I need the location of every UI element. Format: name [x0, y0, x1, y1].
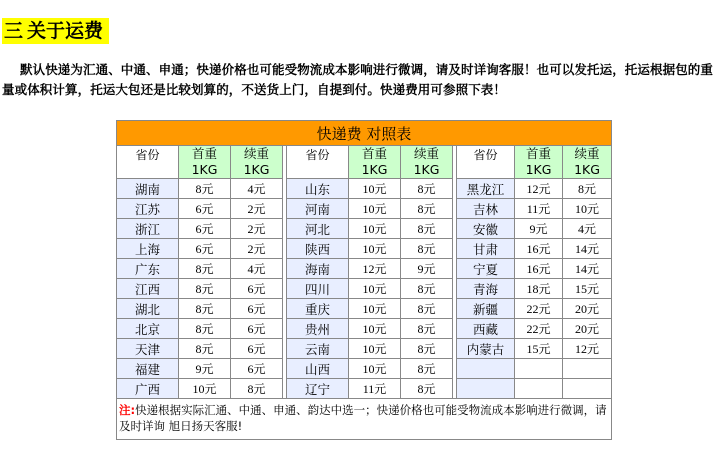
- province-cell: 山西: [287, 359, 349, 379]
- header-first-weight: [515, 146, 563, 179]
- empty-cell: [515, 359, 563, 379]
- first-weight-cell: 6元: [179, 239, 231, 259]
- province-cell: 辽宁: [287, 379, 349, 399]
- extra-weight-cell: 20元: [563, 299, 612, 319]
- first-weight-cell: 10元: [349, 279, 401, 299]
- first-weight-cell: 9元: [515, 219, 563, 239]
- header-first-weight: [349, 146, 401, 179]
- province-cell: 上海: [117, 239, 179, 259]
- extra-weight-cell: 4元: [563, 219, 612, 239]
- extra-weight-cell: 9元: [401, 259, 453, 279]
- extra-weight-cell: 8元: [401, 199, 453, 219]
- extra-weight-cell: 14元: [563, 239, 612, 259]
- province-cell: 内蒙古: [457, 339, 515, 359]
- province-cell: 吉林: [457, 199, 515, 219]
- shipping-rate-table: [116, 120, 612, 440]
- province-cell: 河北: [287, 219, 349, 239]
- table-row: [117, 379, 612, 399]
- extra-weight-cell: 14元: [563, 259, 612, 279]
- note-row: [117, 399, 612, 440]
- first-weight-cell: 8元: [179, 339, 231, 359]
- province-cell: 云南: [287, 339, 349, 359]
- province-cell: 甘肃: [457, 239, 515, 259]
- header-province: 省份: [117, 146, 179, 179]
- province-cell: 湖北: [117, 299, 179, 319]
- header-first-line1: 首重: [191, 146, 217, 161]
- province-cell: 山东: [287, 179, 349, 199]
- extra-weight-cell: 8元: [401, 339, 453, 359]
- first-weight-cell: 10元: [349, 179, 401, 199]
- extra-weight-cell: 4元: [231, 259, 283, 279]
- header-extra-weight: [401, 146, 453, 179]
- extra-weight-cell: 6元: [231, 359, 283, 379]
- first-weight-cell: 8元: [179, 279, 231, 299]
- province-cell: 广东: [117, 259, 179, 279]
- province-cell: 宁夏: [457, 259, 515, 279]
- extra-weight-cell: 8元: [401, 359, 453, 379]
- note-prefix: 注:: [119, 403, 136, 417]
- empty-cell: [515, 379, 563, 399]
- table-row: [117, 339, 612, 359]
- header-extra-line2: 1KG: [243, 162, 270, 177]
- province-cell: 河南: [287, 199, 349, 219]
- extra-weight-cell: 20元: [563, 319, 612, 339]
- table-row: [117, 319, 612, 339]
- header-first-line1: 首重: [525, 146, 551, 161]
- first-weight-cell: 6元: [179, 219, 231, 239]
- province-cell: 浙江: [117, 219, 179, 239]
- first-weight-cell: 10元: [349, 299, 401, 319]
- extra-weight-cell: 4元: [231, 179, 283, 199]
- province-cell: 青海: [457, 279, 515, 299]
- header-extra-weight: [231, 146, 283, 179]
- first-weight-cell: 10元: [349, 199, 401, 219]
- empty-cell: [457, 379, 515, 399]
- province-cell: 贵州: [287, 319, 349, 339]
- empty-cell: [563, 359, 612, 379]
- first-weight-cell: 15元: [515, 339, 563, 359]
- extra-weight-cell: 15元: [563, 279, 612, 299]
- extra-weight-cell: 8元: [401, 319, 453, 339]
- table-row: [117, 359, 612, 379]
- table-row: [117, 299, 612, 319]
- province-cell: 福建: [117, 359, 179, 379]
- first-weight-cell: 8元: [179, 259, 231, 279]
- table-header-row: [117, 146, 612, 179]
- table-row: [117, 259, 612, 279]
- header-extra-line1: 续重: [574, 146, 600, 161]
- header-extra-line2: 1KG: [574, 162, 600, 177]
- extra-weight-cell: 8元: [401, 239, 453, 259]
- province-cell: 江西: [117, 279, 179, 299]
- header-province: 省份: [457, 146, 515, 179]
- section-title: [2, 18, 109, 44]
- header-extra-line1: 续重: [243, 146, 269, 161]
- first-weight-cell: 16元: [515, 259, 563, 279]
- first-weight-cell: 11元: [515, 199, 563, 219]
- extra-weight-cell: 12元: [563, 339, 612, 359]
- extra-weight-cell: 8元: [401, 279, 453, 299]
- province-cell: 北京: [117, 319, 179, 339]
- first-weight-cell: 10元: [349, 319, 401, 339]
- extra-weight-cell: 10元: [563, 199, 612, 219]
- header-extra-weight: [563, 146, 612, 179]
- first-weight-cell: 22元: [515, 319, 563, 339]
- extra-weight-cell: 6元: [231, 299, 283, 319]
- header-extra-line2: 1KG: [413, 162, 440, 177]
- table-row: [117, 199, 612, 219]
- first-weight-cell: 10元: [349, 339, 401, 359]
- header-province: 省份: [287, 146, 349, 179]
- province-cell: 天津: [117, 339, 179, 359]
- table-row: [117, 239, 612, 259]
- extra-weight-cell: 8元: [401, 179, 453, 199]
- first-weight-cell: 6元: [179, 199, 231, 219]
- first-weight-cell: 10元: [349, 239, 401, 259]
- header-first-line2: 1KG: [191, 162, 218, 177]
- extra-weight-cell: 8元: [401, 299, 453, 319]
- first-weight-cell: 12元: [349, 259, 401, 279]
- extra-weight-cell: 6元: [231, 319, 283, 339]
- province-cell: 西藏: [457, 319, 515, 339]
- first-weight-cell: 22元: [515, 299, 563, 319]
- intro-paragraph: 默认快递为汇通、中通、申通；快递价格也可能受物流成本影响进行微调，请及时详询客服！也可以发托运，托运根据包的重量或体积计算，托运大包还是比较划算的，不送货上门，自提到付。快递费用可参照下表！: [2, 62, 714, 97]
- province-cell: 江苏: [117, 199, 179, 219]
- province-cell: 安徽: [457, 219, 515, 239]
- first-weight-cell: 16元: [515, 239, 563, 259]
- first-weight-cell: 8元: [179, 179, 231, 199]
- header-extra-line1: 续重: [413, 146, 439, 161]
- first-weight-cell: 10元: [349, 359, 401, 379]
- table-row: [117, 279, 612, 299]
- extra-weight-cell: 8元: [231, 379, 283, 399]
- first-weight-cell: 10元: [349, 219, 401, 239]
- first-weight-cell: 12元: [515, 179, 563, 199]
- province-cell: 海南: [287, 259, 349, 279]
- header-first-weight: [179, 146, 231, 179]
- extra-weight-cell: 6元: [231, 279, 283, 299]
- empty-cell: [457, 359, 515, 379]
- extra-weight-cell: 8元: [401, 379, 453, 399]
- extra-weight-cell: 2元: [231, 239, 283, 259]
- header-first-line1: 首重: [361, 146, 387, 161]
- extra-weight-cell: 6元: [231, 339, 283, 359]
- first-weight-cell: 9元: [179, 359, 231, 379]
- section-number: 三: [4, 20, 24, 42]
- extra-weight-cell: 2元: [231, 219, 283, 239]
- table-row: [117, 219, 612, 239]
- province-cell: 湖南: [117, 179, 179, 199]
- empty-cell: [563, 379, 612, 399]
- province-cell: 四川: [287, 279, 349, 299]
- extra-weight-cell: 8元: [563, 179, 612, 199]
- first-weight-cell: 11元: [349, 379, 401, 399]
- extra-weight-cell: 2元: [231, 199, 283, 219]
- province-cell: 新疆: [457, 299, 515, 319]
- province-cell: 广西: [117, 379, 179, 399]
- note-text: 快递根据实际汇通、中通、申通、韵达中选一；快递价格也可能受物流成本影响进行微调，请及时详询 旭日扬天客服!: [119, 403, 607, 433]
- header-first-line2: 1KG: [525, 162, 552, 177]
- table-caption: 快递费 对照表: [117, 121, 612, 146]
- table-note: [117, 399, 612, 440]
- first-weight-cell: 8元: [179, 319, 231, 339]
- extra-weight-cell: 8元: [401, 219, 453, 239]
- province-cell: 陕西: [287, 239, 349, 259]
- table-row: [117, 179, 612, 199]
- section-title-text: 关于运费: [27, 20, 104, 42]
- first-weight-cell: 18元: [515, 279, 563, 299]
- header-first-line2: 1KG: [361, 162, 388, 177]
- province-cell: 重庆: [287, 299, 349, 319]
- province-cell: 黑龙江: [457, 179, 515, 199]
- first-weight-cell: 8元: [179, 299, 231, 319]
- first-weight-cell: 10元: [179, 379, 231, 399]
